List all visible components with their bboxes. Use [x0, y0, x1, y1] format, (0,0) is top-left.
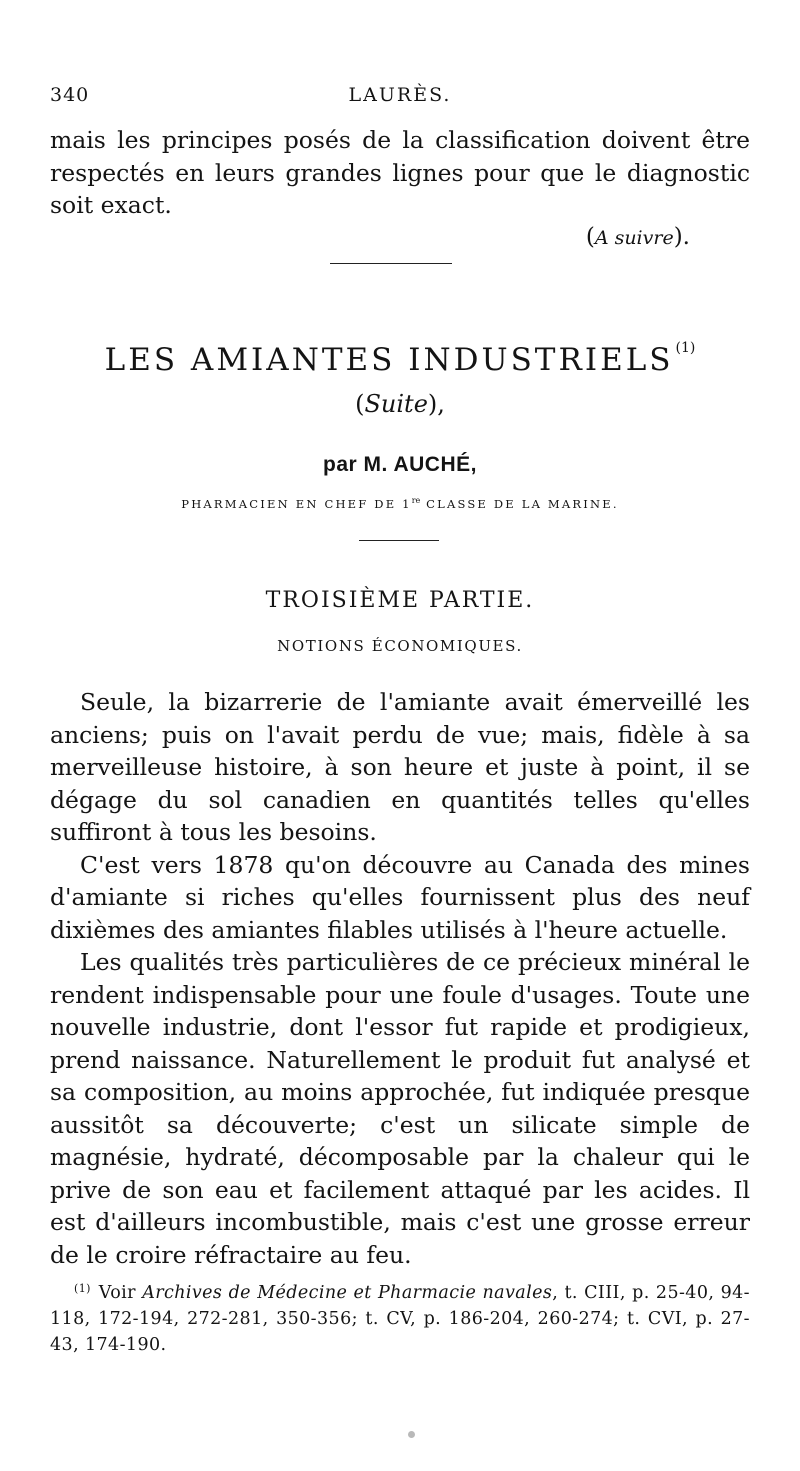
running-title: LAURÈS.	[348, 84, 452, 106]
affiliation-after: CLASSE DE LA MARINE.	[420, 497, 619, 511]
to-follow-word: A suivre	[594, 227, 674, 249]
paragraph: Seule, la bizarrerie de l'amiante avait émerveillé les anciens; puis on l'avait perdu de vue; mais, fidèle à sa merveilleuse histoire, à son heure et juste à point, il se dégage du sol canadien en quantités telles qu'elles suffiront à tous les besoins.	[50, 688, 750, 846]
paragraph: C'est vers 1878 qu'on découvre au Canada des mines d'amiante si riches qu'elles fournissent plus des neuf dixièmes des amiantes filables utilisés à l'heure actuelle.	[50, 850, 750, 944]
affiliation-ordinal: re	[411, 496, 421, 505]
paragraph: Les qualités très particulières de ce précieux minéral le rendent indispensable pour une foule d'usages. Toute une nouvelle industrie, dont l'essor fut rapide et prodigieux, prend naissance. Naturellement le produit fut analysé et sa composition, au moins approchée, fut indiquée presque aussitôt sa découverte; c'est un silicate simple de magnésie, hydraté, décomposable par la chaleur qui le prive de son eau et facilement attaqué par les acides. Il est d'ailleurs incombustible, mais c'est une grosse erreur de le croire réfractaire au feu.	[50, 948, 750, 1269]
continuation-text: mais les principes posés de la classification doivent être respectés en leurs grandes lignes pour que le diagnostic soit exact.	[50, 126, 750, 219]
part-heading: TROISIÈME PARTIE.	[265, 588, 535, 613]
affiliation-before: PHARMACIEN EN CHEF DE 1	[181, 497, 412, 511]
section-divider-rule	[330, 263, 452, 264]
article-title-text: LES AMIANTES INDUSTRIELS	[104, 342, 674, 378]
article-subtitle	[0, 390, 800, 418]
section-heading: NOTIONS ÉCONOMIQUES.	[277, 637, 523, 655]
footnote	[50, 1276, 750, 1358]
title-footnote-mark: (1)	[675, 340, 696, 356]
to-follow-open: (	[585, 224, 595, 250]
running-head	[50, 84, 750, 114]
footnote-lead: Voir	[98, 1283, 143, 1303]
subtitle-word: Suite	[364, 390, 428, 418]
footnote-references: , t. CIII, p. 25-40, 94-118, 172-194, 272-281, 350-356; t. CV, p. 186-204, 260-274; t. CVI, p. 27-43, 174-190.	[50, 1283, 750, 1355]
byline-divider-rule	[359, 540, 439, 541]
footnote-mark: (1)	[74, 1282, 91, 1295]
article-title	[0, 340, 800, 378]
footnote-journal-title: Archives de Médecine et Pharmacie navales	[142, 1283, 553, 1303]
author-affiliation	[0, 496, 800, 511]
body-text	[50, 686, 750, 1271]
continuation-paragraph	[50, 124, 750, 222]
to-follow-close: ).	[673, 224, 690, 250]
author-byline: par M. AUCHÉ,	[323, 453, 477, 476]
subtitle-close: ),	[427, 390, 445, 418]
page-number: 340	[50, 84, 90, 106]
ink-speck-mark	[408, 1431, 415, 1438]
subtitle-open: (	[355, 390, 365, 418]
to-be-continued-note	[586, 224, 690, 250]
